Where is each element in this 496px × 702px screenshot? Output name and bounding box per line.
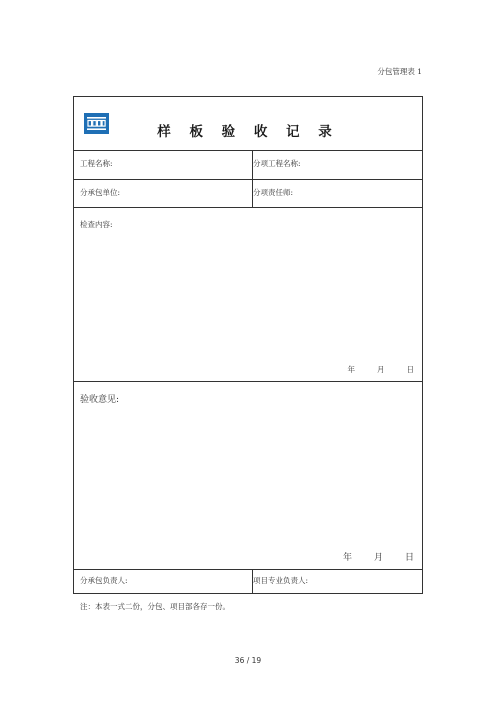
day-label: 日 bbox=[404, 553, 414, 563]
sub-engineer-field[interactable]: 分项责任师: bbox=[253, 188, 294, 197]
project-info-row bbox=[74, 150, 422, 180]
acceptance-date bbox=[321, 550, 414, 563]
year-label: 年 bbox=[342, 553, 352, 563]
acceptance-opinion-block[interactable] bbox=[74, 381, 422, 570]
title-row bbox=[74, 97, 422, 151]
sub-manager-field[interactable]: 分承包负责人: bbox=[74, 569, 253, 593]
inspection-label: 检查内容: bbox=[80, 220, 113, 229]
inspection-content-block[interactable] bbox=[74, 207, 422, 382]
signature-row bbox=[74, 569, 422, 593]
subcontractor-field[interactable]: 分承包单位: bbox=[74, 179, 253, 207]
acceptance-label: 验收意见: bbox=[80, 395, 120, 405]
contractor-info-row bbox=[74, 179, 422, 208]
year-label: 年 bbox=[347, 365, 355, 374]
acceptance-form bbox=[73, 96, 423, 594]
sub-project-name-field[interactable]: 分项工程名称: bbox=[253, 159, 301, 168]
page-number: 36 / 19 bbox=[234, 656, 262, 665]
month-label: 月 bbox=[377, 365, 385, 374]
form-code: 分包管理表 1 bbox=[377, 67, 422, 76]
month-label: 月 bbox=[373, 553, 383, 563]
footer-note: 注：本表一式二份，分包、项目部各存一份。 bbox=[80, 602, 230, 611]
project-name-field[interactable]: 工程名称: bbox=[74, 150, 253, 179]
project-manager-field[interactable]: 项目专业负责人: bbox=[253, 576, 309, 585]
inspection-date bbox=[326, 364, 415, 375]
form-title: 样 板 验 收 记 录 bbox=[157, 124, 339, 140]
day-label: 日 bbox=[406, 365, 414, 374]
